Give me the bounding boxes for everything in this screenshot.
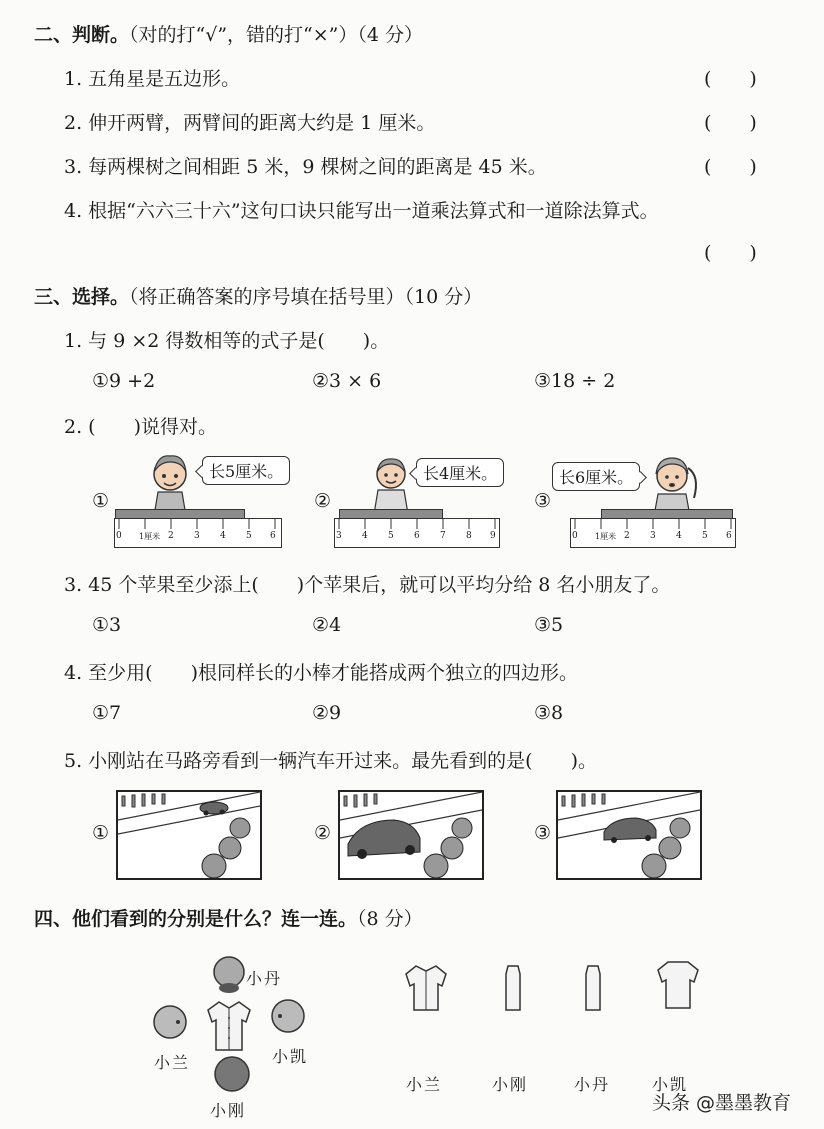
- ruler-2-tick-6: 9: [490, 531, 496, 541]
- ruler-3-tick-3: 3: [650, 531, 656, 541]
- car-icon: [348, 820, 420, 859]
- s3-q4-option-2[interactable]: ②9: [312, 702, 342, 724]
- s3-q4-text: 4. 至少用( )根同样长的小棒才能搭成两个独立的四边形。: [64, 662, 578, 684]
- child-head-top-icon: [210, 952, 248, 994]
- s3-q2-pic-label-1[interactable]: ①: [92, 490, 110, 512]
- ruler-2-tick-4: 7: [440, 531, 446, 541]
- s3-q5-pic-label-1[interactable]: ①: [92, 822, 110, 844]
- watermark: 头条 @墨墨教育: [652, 1092, 792, 1114]
- ruler-1-tick-6: 6: [270, 531, 276, 541]
- s3-q1-option-3[interactable]: ③18 ÷ 2: [534, 370, 616, 392]
- bottom-name-2: 小刚: [492, 1075, 529, 1094]
- ruler-3-tick-0: 0: [572, 531, 578, 541]
- shirt-side-left-icon: [498, 962, 528, 1012]
- s3-q2-speech-2: 长4厘米。: [416, 458, 504, 487]
- s3-q2-speech-1: 长5厘米。: [202, 456, 290, 485]
- ruler-2-tick-0: 3: [336, 531, 342, 541]
- ruler-2-tick-5: 8: [466, 531, 472, 541]
- shirt-side-right-icon: [578, 962, 608, 1012]
- car-icon: [604, 818, 656, 843]
- section4-title: [34, 904, 423, 931]
- ruler-2-tick-1: 4: [362, 531, 368, 541]
- ruler-3-tick-5: 5: [702, 531, 708, 541]
- s3-q4-option-3[interactable]: ③8: [534, 702, 564, 724]
- measured-bar-3: [601, 509, 733, 519]
- tree-icon: [202, 818, 250, 878]
- s3-q2-text: 2. ( )说得对。: [64, 416, 217, 438]
- ruler-1-tick-1: 1厘米: [139, 532, 161, 541]
- s3-q1-option-1[interactable]: ①9 +2: [92, 370, 156, 392]
- child-name-bottom: 小刚: [210, 1101, 247, 1120]
- ruler-3-tick-2: 2: [624, 531, 630, 541]
- road-scene-2: [338, 790, 484, 880]
- s3-q5-pic-label-3[interactable]: ③: [534, 822, 552, 844]
- ruler-1-tick-0: 0: [116, 531, 122, 541]
- section3-instruction: （将正确答案的序号填在括号里）（10 分）: [129, 286, 483, 308]
- child-head-back-icon: [210, 1052, 254, 1098]
- ruler-1-tick-4: 4: [220, 531, 226, 541]
- shirt-front-icon: [402, 962, 450, 1012]
- s3-q3-option-1[interactable]: ①3: [92, 614, 122, 636]
- s2-item-1: 1. 五角星是五边形。: [64, 68, 241, 90]
- road-scene-1: [116, 790, 262, 880]
- s3-q4-option-1[interactable]: ①7: [92, 702, 122, 724]
- s3-q3-option-3[interactable]: ③5: [534, 614, 564, 636]
- s3-q2-speech-3: 长6厘米。: [552, 462, 640, 491]
- tree-icon: [424, 818, 472, 878]
- child-name-top: 小丹: [246, 969, 283, 988]
- s3-q3-text: 3. 45 个苹果至少添上( )个苹果后，就可以平均分给 8 名小朋友了。: [64, 574, 671, 596]
- section2-instruction: （对的打“√”，错的打“×”）（4 分）: [129, 24, 424, 46]
- ruler-1: [114, 518, 282, 548]
- section4-instruction: （8 分）: [357, 908, 423, 930]
- ruler-2-tick-3: 6: [414, 531, 420, 541]
- girl-pigtails-icon: [644, 452, 704, 516]
- measured-bar-1: [115, 509, 245, 519]
- section3-heading: 三、选择。: [34, 286, 130, 308]
- road-scene-3: [556, 790, 702, 880]
- road-scene-2-drawing: [340, 792, 482, 878]
- measured-bar-2: [339, 509, 443, 519]
- s2-item-3: 3. 每两棵树之间相距 5 米，9 棵树之间的距离是 45 米。: [64, 156, 547, 178]
- s3-q3-option-2[interactable]: ②4: [312, 614, 342, 636]
- ruler-1-tick-3: 3: [194, 531, 200, 541]
- ruler-1-tick-5: 5: [246, 531, 252, 541]
- ruler-3: [570, 518, 736, 548]
- ruler-3-tick-1: 1厘米: [595, 532, 617, 541]
- child-head-left-icon: [148, 1000, 192, 1046]
- section3-title: [34, 282, 482, 309]
- s3-q1-text: 1. 与 9 ×2 得数相等的式子是( )。: [64, 330, 390, 352]
- bottom-name-1: 小兰: [406, 1075, 443, 1094]
- road-scene-3-drawing: [558, 792, 700, 878]
- s2-answer-paren-3[interactable]: ( ): [704, 156, 757, 178]
- bottom-name-4: 小凯: [652, 1075, 689, 1094]
- shirt-front-center-icon: [204, 998, 254, 1052]
- ruler-2-tick-2: 5: [388, 531, 394, 541]
- section2-heading: 二、判断。: [34, 24, 130, 46]
- section2-title: [34, 20, 423, 47]
- child-name-right: 小凯: [272, 1047, 309, 1066]
- car-icon: [200, 802, 228, 816]
- s3-q1-option-2[interactable]: ②3 × 6: [312, 370, 382, 392]
- boy-icon: [366, 454, 416, 514]
- road-scene-1-drawing: [118, 792, 260, 878]
- s2-answer-paren-4[interactable]: ( ): [704, 242, 757, 264]
- ruler-2: [334, 518, 500, 548]
- s2-item-4: 4. 根据“六六三十六”这句口诀只能写出一道乘法算式和一道除法算式。: [64, 200, 659, 222]
- ruler-3-tick-6: 6: [726, 531, 732, 541]
- girl-icon: [140, 452, 200, 516]
- s2-answer-paren-1[interactable]: ( ): [704, 68, 757, 90]
- child-head-right-icon: [266, 994, 310, 1040]
- ruler-3-tick-4: 4: [676, 531, 682, 541]
- s2-answer-paren-2[interactable]: ( ): [704, 112, 757, 134]
- s2-item-2: 2. 伸开两臂，两臂间的距离大约是 1 厘米。: [64, 112, 436, 134]
- s3-q5-text: 5. 小刚站在马路旁看到一辆汽车开过来。最先看到的是( )。: [64, 750, 597, 772]
- s3-q2-pic-label-3[interactable]: ③: [534, 490, 552, 512]
- bottom-name-3: 小丹: [574, 1075, 611, 1094]
- section4-heading: 四、他们看到的分别是什么？连一连。: [34, 908, 358, 930]
- s3-q2-pic-label-2[interactable]: ②: [314, 490, 332, 512]
- s3-q5-pic-label-2[interactable]: ②: [314, 822, 332, 844]
- child-name-left: 小兰: [154, 1053, 191, 1072]
- shirt-back-icon: [654, 958, 702, 1010]
- ruler-1-tick-2: 2: [168, 531, 174, 541]
